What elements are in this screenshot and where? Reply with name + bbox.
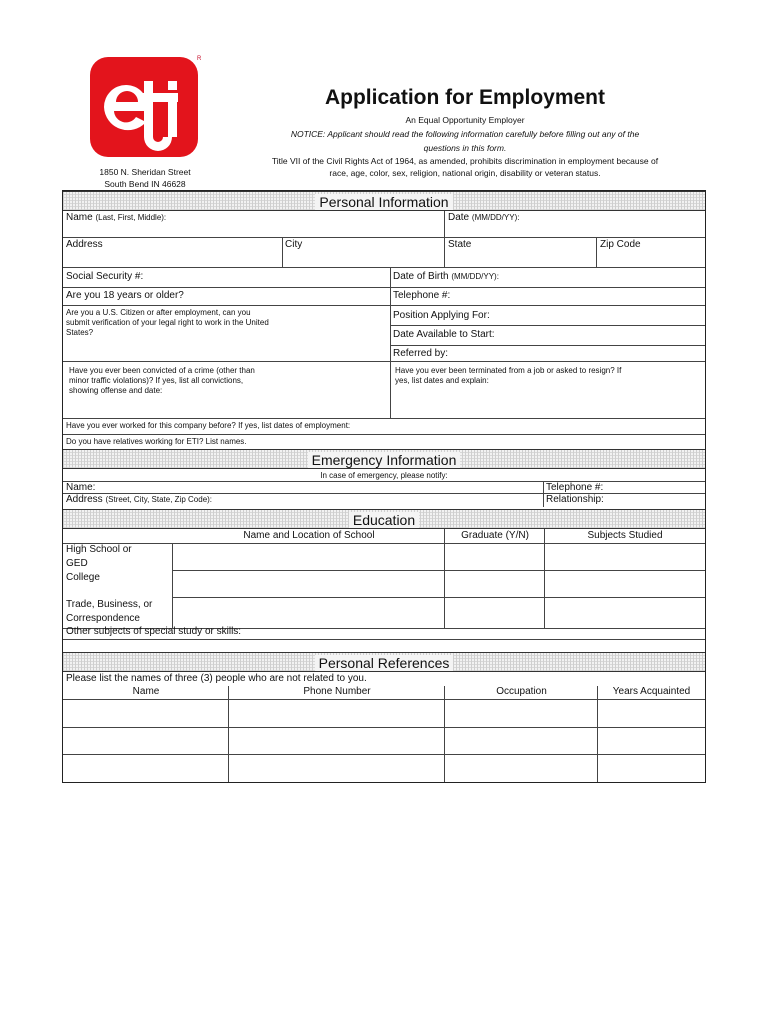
college-graduate-field[interactable] [445,571,544,597]
age-field[interactable] [63,287,389,305]
referred-label: Referred by: [393,348,449,359]
page-title: Application for Employment [324,86,605,109]
phone-label: Telephone #: [393,290,451,301]
address-field[interactable] [63,237,282,267]
emergency-phone-label: Telephone #: [546,482,604,493]
college-subjects-field[interactable] [545,571,705,597]
column-header: Subjects Studied [587,530,663,541]
section-title: Personal Information [315,194,452,210]
notice-line: questions in this form. [423,143,507,153]
address-label: Address [66,239,103,250]
reference-years-field[interactable] [598,728,705,754]
emergency-relationship-field[interactable] [544,493,705,507]
education-row-label: GED [66,558,88,569]
column-header: Name and Location of School [243,530,375,541]
ssn-label: Social Security #: [66,271,144,282]
section-header-references [63,652,705,672]
title-vii-line: Title VII of the Civil Rights Act of 1964, as amended, prohibits discrimination in employment because of [271,156,659,166]
application-form [62,190,706,783]
title-vii-line: race, age, color, sex, religion, national origin, disability or veteran status. [329,168,601,178]
question-line: Have you ever been convicted of a crime (other than [69,366,255,375]
zip-label: Zip Code [600,239,641,250]
relatives-field[interactable] [63,434,705,449]
zip-field[interactable] [597,237,705,267]
conviction-field[interactable] [63,361,389,418]
section-title: Education [349,512,419,528]
question-line: Are you a U.S. Citizen or after employment, can you [66,308,251,317]
high-school-name-field[interactable] [173,543,444,570]
question-line: minor traffic violations)? If yes, list all convictions, [69,376,244,385]
label-hint: (MM/DD/YY): [471,213,520,222]
label-hint: (Street, City, State, Zip Code): [105,495,213,504]
trade-name-field[interactable] [173,598,444,628]
section-header-personal [63,191,705,211]
date-field[interactable] [445,211,705,237]
emergency-subheading: In case of emergency, please notify: [320,471,448,480]
citizen-field[interactable] [63,305,389,359]
label-text: Date [448,212,470,223]
other-skills-field[interactable] [63,639,705,652]
relatives-question: Do you have relatives working for ETI? List names. [66,437,247,446]
question-line: yes, list dates and explain: [395,376,489,385]
high-school-graduate-field[interactable] [445,543,544,570]
reference-name-field[interactable] [63,728,228,754]
termination-field[interactable] [391,361,705,418]
question-line: showing offense and date: [69,386,163,395]
column-header: Name [132,686,160,697]
name-field[interactable] [63,211,444,237]
question-line: States? [66,328,94,337]
college-name-field[interactable] [173,571,444,597]
column-header: Years Acquainted [612,686,691,697]
label-hint: (Last, First, Middle): [95,213,167,222]
dob-field[interactable] [391,267,705,287]
trade-graduate-field[interactable] [445,598,544,628]
emergency-name-field[interactable] [63,481,542,493]
emergency-address-field[interactable] [63,493,542,507]
trade-subjects-field[interactable] [545,598,705,628]
state-label: State [448,239,472,250]
position-field[interactable] [391,305,705,325]
label-text: Name [66,212,93,223]
ssn-field[interactable] [63,267,389,287]
section-title: Emergency Information [308,452,461,468]
worked-before-question: Have you ever worked for this company before? If yes, list dates of employment: [66,421,351,430]
emergency-name-label: Name: [66,482,96,493]
position-label: Position Applying For: [393,310,490,321]
phone-field[interactable] [391,287,705,305]
section-header-education [63,509,705,529]
column-header: Phone Number [303,686,371,697]
reference-years-field[interactable] [598,700,705,727]
reference-occupation-field[interactable] [445,700,597,727]
reference-years-field[interactable] [598,755,705,782]
high-school-subjects-field[interactable] [545,543,705,570]
education-row-label: College [66,572,100,583]
trademark-mark: R [197,56,202,62]
address-line: 1850 N. Sheridan Street [99,167,191,177]
emergency-relationship-label: Relationship: [546,494,604,505]
reference-phone-field[interactable] [229,728,444,754]
question-line: submit verification of your legal right to work in the United [66,318,269,327]
company-address [70,166,220,190]
reference-name-field[interactable] [63,755,228,782]
column-header: Graduate (Y/N) [461,530,529,541]
notice-line: NOTICE: Applicant should read the following information carefully before filling out any of the [290,129,640,139]
city-field[interactable] [283,237,444,267]
label-text: Address [66,494,103,505]
available-field[interactable] [391,325,705,345]
age-label: Are you 18 years or older? [66,290,184,301]
emergency-phone-field[interactable] [544,481,705,493]
section-header-emergency [63,449,705,469]
section-title: Personal References [315,655,454,671]
referred-field[interactable] [391,345,705,361]
eti-logo [90,57,202,157]
city-label: City [285,239,303,250]
label-hint: (MM/DD/YY): [451,272,499,281]
education-row-label: Trade, Business, or [66,599,153,610]
education-row-label: High School or [66,544,132,555]
education-row-label: Correspondence [66,613,140,624]
worked-before-field[interactable] [63,418,705,434]
available-label: Date Available to Start: [393,329,495,340]
reference-phone-field[interactable] [229,755,444,782]
question-line: Have you ever been terminated from a job or asked to resign? If [395,366,622,375]
reference-name-field[interactable] [63,700,228,727]
address-line: South Bend IN 46628 [104,179,186,189]
references-instruction: Please list the names of three (3) people who are not related to you. [66,673,367,684]
other-skills-label: Other subjects of special study or skills: [66,626,242,637]
label-text: Date of Birth [393,271,449,282]
legal-notice [230,113,700,179]
state-field[interactable] [445,237,596,267]
reference-phone-field[interactable] [229,700,444,727]
eeo-statement: An Equal Opportunity Employer [405,115,525,125]
reference-occupation-field[interactable] [445,755,597,782]
column-header: Occupation [496,686,547,697]
reference-occupation-field[interactable] [445,728,597,754]
